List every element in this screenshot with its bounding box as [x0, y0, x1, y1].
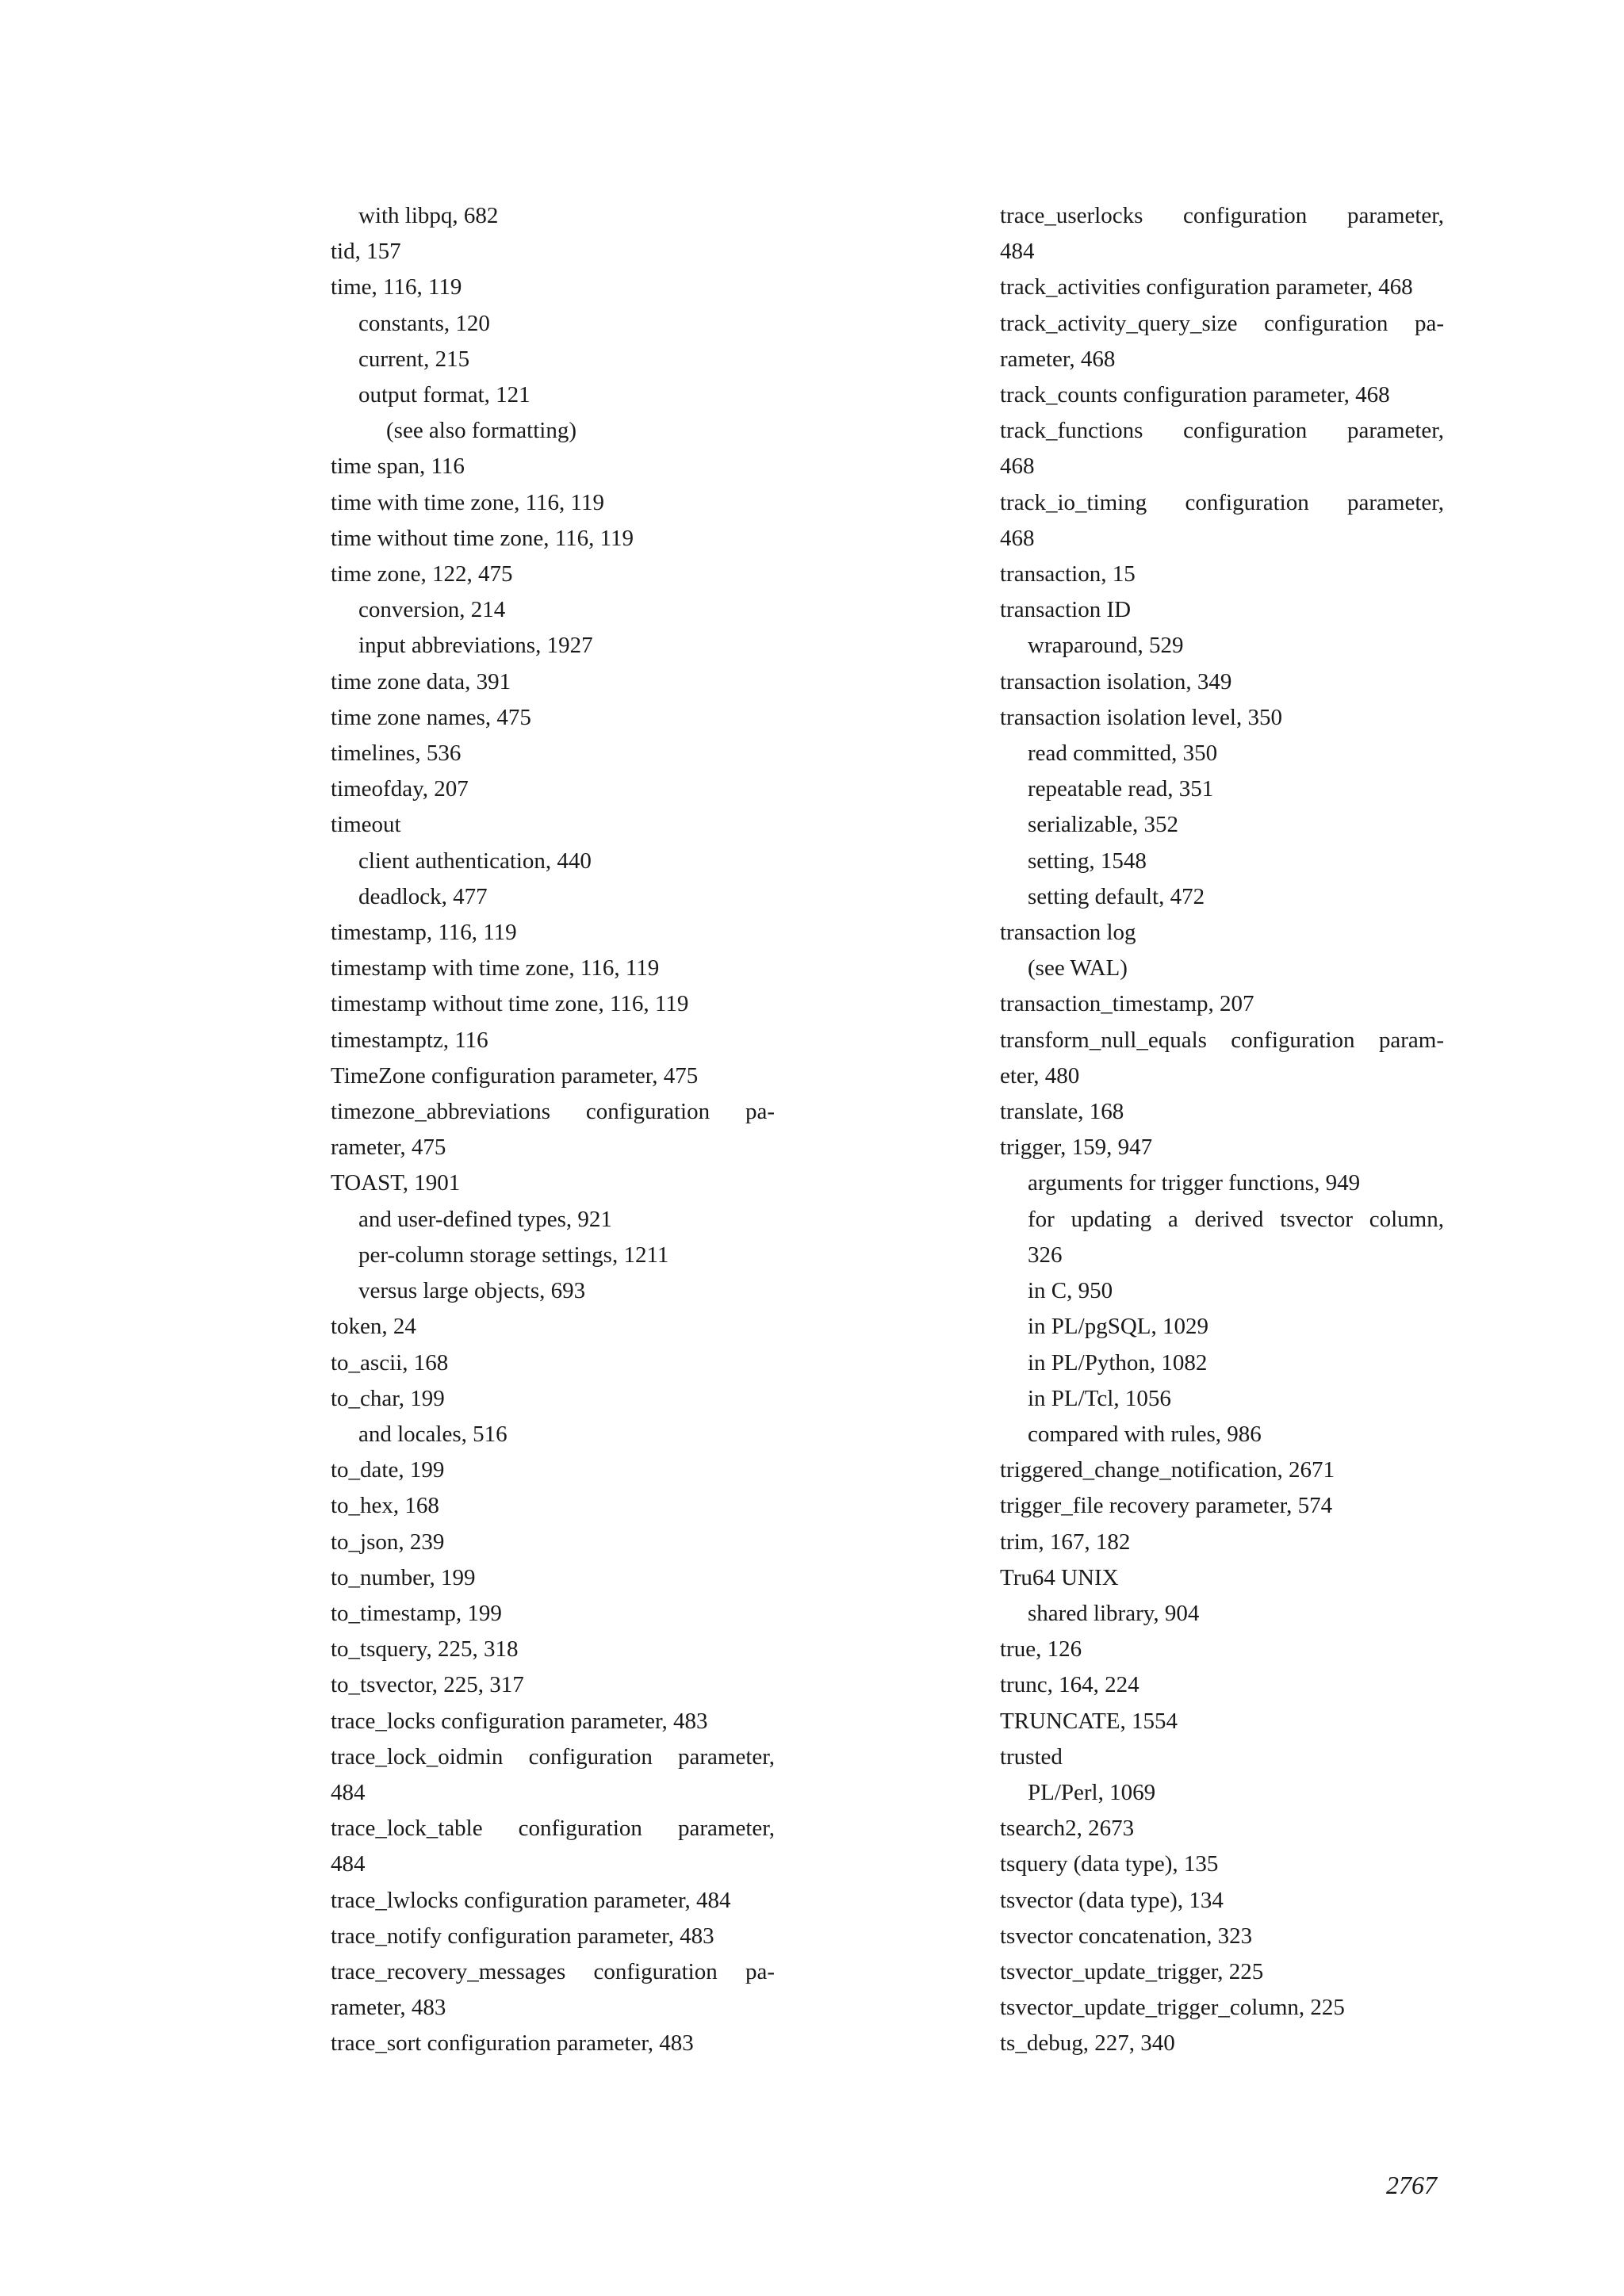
index-entry: track_io_timing configuration parameter, — [1000, 489, 1444, 515]
index-entry: trace_locks configuration parameter, 483 — [331, 1708, 708, 1734]
index-entry: arguments for trigger functions, 949 — [1028, 1170, 1361, 1196]
index-entry: trace_lock_oidmin configuration parameter, — [331, 1743, 775, 1770]
index-entry: to_tsvector, 225, 317 — [331, 1672, 524, 1698]
index-entry: to_tsquery, 225, 318 — [331, 1636, 519, 1663]
index-entry: trace_notify configuration parameter, 483 — [331, 1923, 714, 1949]
index-entry: timestamp with time zone, 116, 119 — [331, 955, 660, 982]
index-entry: conversion, 214 — [358, 597, 506, 623]
index-entry: to_ascii, 168 — [331, 1349, 449, 1376]
index-entry: Tru64 UNIX — [1000, 1564, 1119, 1590]
index-entry: eter, 480 — [1000, 1062, 1080, 1089]
index-entry: transaction_timestamp, 207 — [1000, 991, 1254, 1017]
index-entry: trigger, 159, 947 — [1000, 1135, 1153, 1161]
index-entry: TOAST, 1901 — [331, 1170, 461, 1196]
index-entry: transaction isolation level, 350 — [1000, 704, 1282, 730]
index-entry: timestamptz, 116 — [331, 1027, 488, 1053]
index-entry: to_timestamp, 199 — [331, 1600, 502, 1626]
index-entry: trim, 167, 182 — [1000, 1529, 1131, 1555]
index-entry: track_functions configuration parameter, — [1000, 418, 1444, 444]
index-entry: timeout — [331, 812, 401, 838]
index-entry: versus large objects, 693 — [358, 1278, 586, 1304]
index-entry: setting, 1548 — [1028, 848, 1147, 874]
index-entry: setting default, 472 — [1028, 883, 1205, 909]
index-entry: repeatable read, 351 — [1028, 776, 1214, 802]
index-entry: input abbreviations, 1927 — [358, 633, 593, 659]
index-entry: time without time zone, 116, 119 — [331, 525, 634, 551]
index-entry: track_activity_query_size configuration pa- — [1000, 310, 1444, 336]
index-entry: and user-defined types, 921 — [358, 1206, 612, 1232]
index-entry: to_json, 239 — [331, 1529, 445, 1555]
index-entry: deadlock, 477 — [358, 883, 488, 909]
index-entry: TRUNCATE, 1554 — [1000, 1708, 1178, 1734]
index-entry: to_hex, 168 — [331, 1493, 439, 1519]
index-entry: to_date, 199 — [331, 1457, 445, 1483]
index-entry: 326 — [1028, 1242, 1063, 1268]
index-entry: in PL/pgSQL, 1029 — [1028, 1314, 1208, 1340]
index-entry: rameter, 475 — [331, 1135, 446, 1161]
index-entry: rameter, 468 — [1000, 346, 1116, 372]
index-column-right — [1000, 198, 1444, 2062]
index-entry: with libpq, 682 — [358, 203, 499, 228]
index-entry: output format, 121 — [358, 382, 530, 408]
index-entry: trigger_file recovery parameter, 574 — [1000, 1493, 1333, 1519]
index-entry: translate, 168 — [1000, 1099, 1124, 1125]
index-entry: timelines, 536 — [331, 740, 462, 767]
index-entry: transaction ID — [1000, 597, 1132, 623]
index-entry: shared library, 904 — [1028, 1600, 1200, 1626]
index-entry: compared with rules, 986 — [1028, 1421, 1262, 1447]
index-entry: timestamp, 116, 119 — [331, 920, 517, 946]
index-entry: trace_lock_table configuration parameter, — [331, 1816, 775, 1842]
index-entry: time zone data, 391 — [331, 668, 511, 695]
index-entry: client authentication, 440 — [358, 848, 592, 874]
index-entry: time span, 116 — [331, 453, 465, 480]
index-entry: (see WAL) — [1028, 955, 1128, 982]
index-entry: trusted — [1000, 1743, 1063, 1770]
index-entry: 484 — [1000, 239, 1035, 265]
index-entry: transform_null_equals configuration param- — [1000, 1027, 1444, 1053]
index-entry: 468 — [1000, 453, 1035, 480]
index-entry: trace_recovery_messages configuration pa- — [331, 1958, 775, 1984]
index-entry: tsvector concatenation, 323 — [1000, 1923, 1253, 1949]
index-entry: tsvector_update_trigger, 225 — [1000, 1958, 1264, 1984]
index-entry: ts_debug, 227, 340 — [1000, 2030, 1175, 2057]
index-entry: and locales, 516 — [358, 1421, 508, 1447]
index-entry: to_number, 199 — [331, 1564, 476, 1590]
index-entry: rameter, 483 — [331, 1995, 446, 2021]
index-entry: 468 — [1000, 525, 1035, 551]
index-entry: timezone_abbreviations configuration pa- — [331, 1099, 775, 1125]
index-entry: transaction, 15 — [1000, 561, 1136, 587]
index-entry: timeofday, 207 — [331, 776, 469, 802]
index-entry: token, 24 — [331, 1314, 416, 1340]
index-entry: serializable, 352 — [1028, 812, 1179, 838]
index-entry: transaction log — [1000, 920, 1136, 946]
index-entry: in PL/Tcl, 1056 — [1028, 1385, 1171, 1411]
index-entry: time, 116, 119 — [331, 274, 462, 300]
index-entry: TimeZone configuration parameter, 475 — [331, 1062, 699, 1089]
index-entry: 484 — [331, 1779, 366, 1805]
index-entry: time zone, 122, 475 — [331, 561, 513, 587]
index-entry: read committed, 350 — [1028, 740, 1218, 767]
index-entry: triggered_change_notification, 2671 — [1000, 1457, 1335, 1483]
index-entry: for updating a derived tsvector column, — [1028, 1206, 1444, 1232]
index-entry: tsvector_update_trigger_column, 225 — [1000, 1995, 1345, 2021]
index-column-left — [331, 198, 775, 2062]
index-entry: tsvector (data type), 134 — [1000, 1887, 1224, 1913]
index-entry: trace_lwlocks configuration parameter, 484 — [331, 1887, 731, 1913]
index-entry: tsearch2, 2673 — [1000, 1816, 1135, 1842]
index-entry: track_counts configuration parameter, 468 — [1000, 382, 1390, 408]
index-entry: track_activities configuration parameter, 468 — [1000, 274, 1413, 300]
index-entry: timestamp without time zone, 116, 119 — [331, 991, 689, 1017]
index-entry: in C, 950 — [1028, 1278, 1113, 1304]
index-entry: transaction isolation, 349 — [1000, 668, 1232, 695]
index-entry: tid, 157 — [331, 239, 401, 265]
index-entry: trace_sort configuration parameter, 483 — [331, 2030, 694, 2057]
index-entry: trunc, 164, 224 — [1000, 1672, 1139, 1698]
index-entry: true, 126 — [1000, 1636, 1082, 1663]
index-entry: time with time zone, 116, 119 — [331, 489, 604, 515]
index-entry: tsquery (data type), 135 — [1000, 1851, 1219, 1877]
index-entry: PL/Perl, 1069 — [1028, 1779, 1156, 1805]
index-entry: 484 — [331, 1851, 366, 1877]
page-number: 2767 — [1386, 2171, 1437, 2199]
index-entry: wraparound, 529 — [1028, 633, 1184, 659]
index-entry: constants, 120 — [358, 310, 490, 336]
index-entry: to_char, 199 — [331, 1385, 445, 1411]
index-entry: current, 215 — [358, 346, 470, 372]
index-entry: in PL/Python, 1082 — [1028, 1349, 1208, 1376]
index-entry: time zone names, 475 — [331, 704, 531, 730]
index-entry: (see also formatting) — [386, 418, 576, 444]
index-entry: per-column storage settings, 1211 — [358, 1242, 669, 1268]
index-entry: trace_userlocks configuration parameter, — [1000, 203, 1444, 228]
